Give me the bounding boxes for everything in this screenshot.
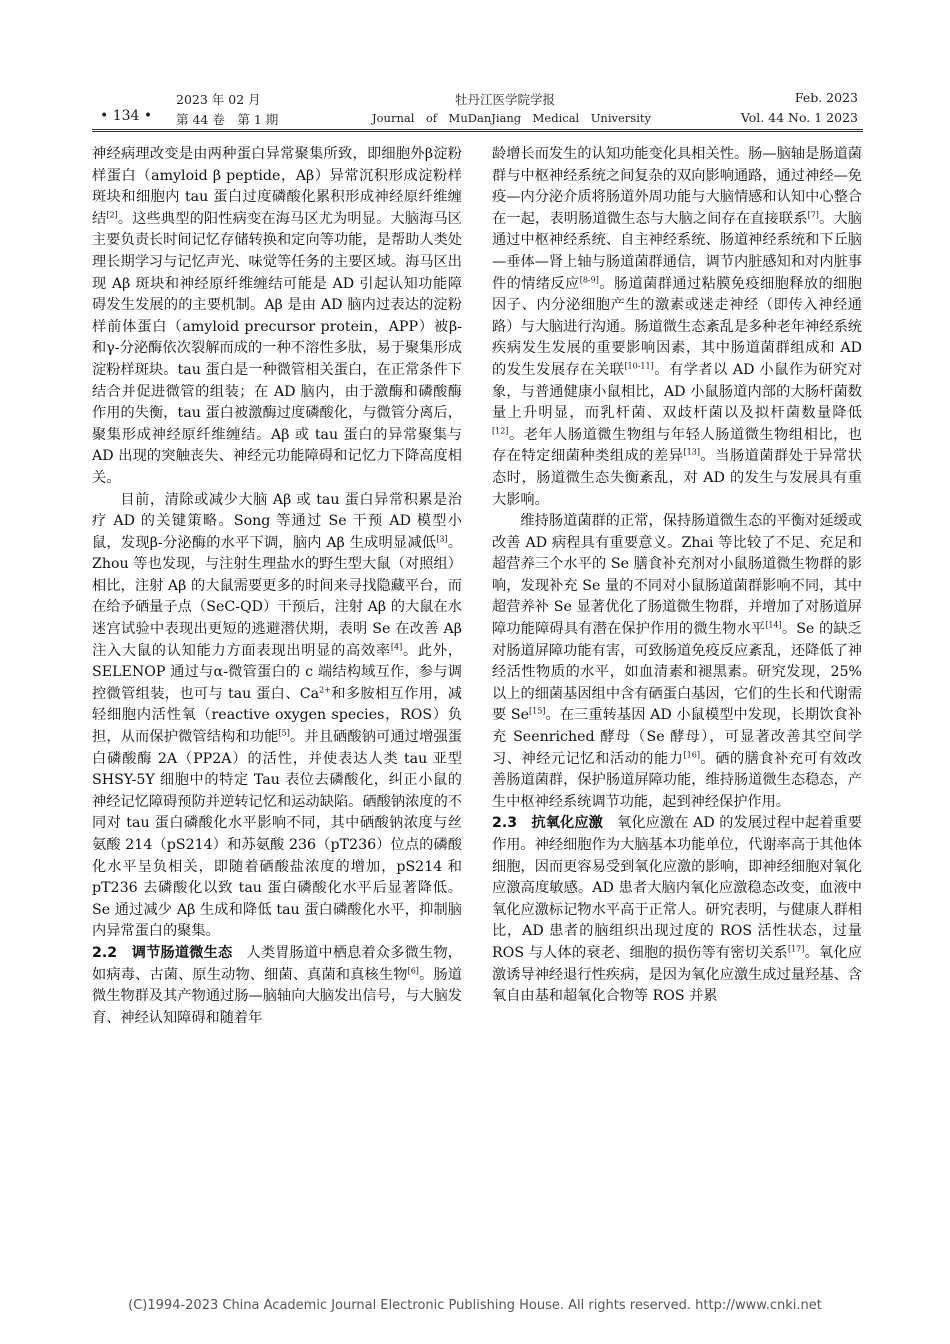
paragraph: 龄增长而发生的认知功能变化具相关性。肠—脑轴是肠道菌群与中枢神经系统之间复杂的双向影响通路，通过神经—免疫—内分泌介质将肠道外周功能与大脑情感和认知中心整合在一起，表明肠道微生态与大脑之间存在直接联系[7]。大脑通过中枢神经系统、自主神经系统、肠道神经系统和下丘脑—垂体—肾上轴与肠道菌群通信，调节内脏感知和对内脏事件的情绪反应[8-9]。肠道菌群通过粘膜免疫细胞释放的细胞因子、内分泌细胞产生的激素或迷走神经（即传入神经通路）与大脑进行沟通。肠道微生态紊乱是多种老年神经系统疾病发生发展的重要影响因素，其中肠道菌群组成和 AD 的发生发展存在关联[10-11]。有学者以 AD 小鼠作为研究对象，与普通健康小鼠相比，AD 小鼠肠道内部的大肠杆菌数量上升明显，而乳杆菌、双歧杆菌以及拟杆菌数量降低[12]。老年人肠道微生物组与年轻人肠道微生物组相比，也存在特定细菌种类组成的差异[13]。当肠道菌群处于异常状态时，肠道微生态失衡紊乱，对 AD 的发生与发展具有重大影响。 xyxy=(492,146,862,508)
header-date-cn: 2023 年 02 月 xyxy=(176,92,261,107)
header-date-en: Feb. 2023 xyxy=(794,90,858,105)
left-column xyxy=(92,144,462,1029)
paragraph: 目前，清除或减少大脑 Aβ 或 tau 蛋白异常积累是治疗 AD 的关键策略。Song 等通过 Se 干预 AD 模型小鼠，发现β-分泌酶的水平下调，脑内 Aβ 生成明显减低[3]。Zhou 等也发现，与注射生理盐水的野生型大鼠（对照组）相比，注射 Aβ 的大鼠需要更多的时间来寻找隐藏平台，而在给予硒量子点（SeC-QD）干预后，注射 Aβ 的大鼠在水迷宫试验中表现出更短的逃避潜伏期，表明 Se 在改善 Aβ 注入大鼠的认知能力方面表现出明显的高效率[4]。此外，SELENOP 通过与α-微管蛋白的 c 端结构域互作，参与调控微管组装，也可与 tau 蛋白、$Ca^{2+}$和多胺相互作用，减轻细胞内活性氧（reactive oxygen species，ROS）负担，从而保护微管结构和功能[5]。并且硒酸钠可通过增强蛋白磷酸酶 2A（PP2A）的活性，并使表达人类 tau 亚型 SHSY-5Y 细胞中的特定 Tau 表位去磷酸化，纠正小鼠的神经记忆障碍预防并逆转记忆和运动缺陷。硒酸钠浓度的不同对 tau 蛋白磷酸化水平影响不同，其中硒酸钠浓度与丝氨酸 214（pS214）和苏氨酸 236（pT236）位点的磷酸化水平呈负相关，即随着硒酸盐浓度的增加，pS214 和 pT236 去磷酸化以致 tau 蛋白磷酸化水平后显著降低。Se 通过减少 Aβ 生成和降低 tau 蛋白磷酸化水平，抑制脑内异常蛋白的聚集。 xyxy=(92,491,462,940)
header-journal-en: Journal of MuDanJiang Medical University xyxy=(372,111,652,125)
section-2-3: 2.3 抗氧化应激 氧化应激在 AD 的发展过程中起着重要作用。神经细胞作为大脑基本功能单位，代谢率高于其他体细胞，因而更容易受到氧化应激的影响，即神经细胞对氧化应激高度敏感。AD 患者大脑内氧化应激稳态改变，血液中氧化应激标记物水平高于正常人。研究表明，与健康人群相比，AD 患者的脑组织出现过度的 ROS 活性状态，过量 ROS 与人体的衰老、细胞的损伤等有密切关系[17]。氧化应激诱导神经退行性疾病，是因为氧化应激生成过量羟基、含氧自由基和超氧化合物等 ROS 并累 xyxy=(492,815,862,1005)
citation: [16] xyxy=(683,749,700,759)
header-journal-cn: 牡丹江医学院学报 xyxy=(455,92,556,107)
citation: [15] xyxy=(529,706,546,716)
citation: [4] xyxy=(390,641,403,651)
citation: [10-11] xyxy=(624,361,654,371)
page-number: • 134 • xyxy=(100,108,153,124)
paragraph: 神经病理改变是由两种蛋白异常聚集所致，即细胞外β淀粉样蛋白（amyloid β peptide，Aβ）异常沉积形成淀粉样斑块和细胞内 tau 蛋白过度磷酸化累积形成神经原纤维缠结[2]。这些典型的阳性病变在海马区尤为明显。大脑海马区主要负责长时间记忆存储转换和定向等功能，是帮助人类处理长期学习与记忆声光、味觉等任务的主要区域。海马区出现 Aβ 斑块和神经原纤维缠结可能是 AD 引起认知功能障碍发生发展的的主要机制。Aβ 是由 AD 脑内过表达的淀粉样前体蛋白（amyloid precursor protein，APP）被β-和γ-分泌酶依次裂解而成的一种不溶性多肽，易于聚集形成淀粉样斑块。tau 蛋白是一种微管相关蛋白，在正常条件下结合并促进微管的组装；在 AD 脑内，由于激酶和磷酸酶作用的失衡，tau 蛋白被激酶过度磷酸化，与微管分离后，聚集形成神经原纤维缠结。Aβ 或 tau 蛋白的异常聚集与 AD 出现的突触丧失、神经元功能障碍和记忆力下降高度相关。 xyxy=(92,146,462,486)
paragraph: 维持肠道菌群的正常，保持肠道微生态的平衡对延缓或改善 AD 病程具有重要意义。Zhai 等比较了不足、充足和超营养三个水平的 Se 膳食补充剂对小鼠肠道微生物群的影响，发现补充 Se 量的不同对小鼠肠道菌群影响不同，其中超营养补 Se 显著优化了肠道微生物群，并增加了对肠道屏障功能障碍具有潜在保护作用的微生物水平[14]。Se 的缺乏对肠道屏障功能有害，可致肠道免疫反应紊乱，还降低了神经活性物质的水平，如血清素和褪黑素。研究发现，25% 以上的细菌基因组中含有硒蛋白基因，它们的生长和代谢需要 Se[15]。在三重转基因 AD 小鼠模型中发现，长期饮食补充 Seenriched 酵母（Se 酵母），可显著改善其空间学习、神经元记忆和活动的能力[16]。硒的膳食补充可有效改善肠道菌群，保护肠道屏障功能，维持肠道微生态稳态，产生中枢神经系统调节功能，起到神经保护作用。 xyxy=(492,513,862,810)
header-rule-secondary xyxy=(92,131,863,132)
header-volume-cn: 第 44 卷 第 1 期 xyxy=(176,112,279,127)
citation: [2] xyxy=(106,210,118,220)
section-heading: 2.2 调节肠道微生态 xyxy=(92,944,233,961)
copyright-footer: (C)1994-2023 China Academic Journal Electronic Publishing House. All rights reserved. http://www.cnki.net xyxy=(128,1298,822,1313)
citation: [14] xyxy=(765,620,782,630)
citation: [8-9] xyxy=(579,274,599,284)
header-volume-en: Vol. 44 No. 1 2023 xyxy=(740,110,858,125)
citation: [6] xyxy=(407,965,419,975)
section-heading: 2.3 抗氧化应激 xyxy=(492,815,603,832)
citation: [12] xyxy=(492,425,509,435)
citation: [3] xyxy=(436,533,448,543)
citation: [17] xyxy=(787,944,805,954)
section-2-2: 2.2 调节肠道微生态 人类胃肠道中栖息着众多微生物，如病毒、古菌、原生动物、细菌、真菌和真核生物[6]。肠道微生物群及其产物通过肠—脑轴向大脑发出信号，与大脑发育、神经认知障碍和随着年 xyxy=(92,944,462,1026)
citation: [13] xyxy=(683,447,700,457)
superscript: 2+ xyxy=(319,685,331,695)
citation: [7] xyxy=(807,210,819,220)
header-rule xyxy=(92,129,863,130)
citation: [5] xyxy=(278,728,290,738)
right-column xyxy=(492,144,862,1008)
